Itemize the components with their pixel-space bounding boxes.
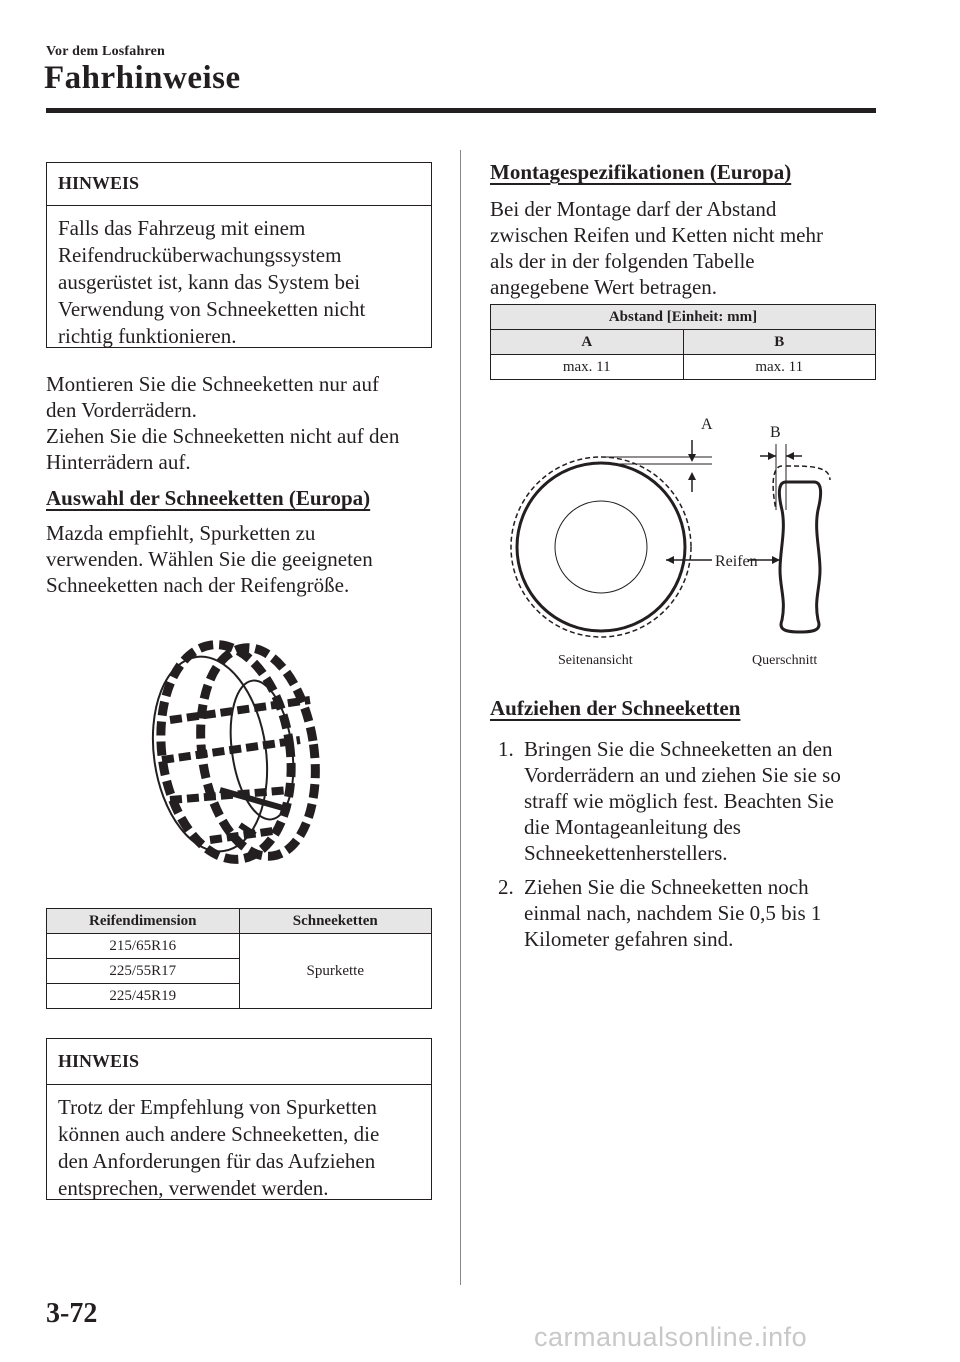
note-title: HINWEIS	[47, 1039, 431, 1085]
text-line: verwenden. Wählen Sie die geeigneten	[46, 547, 373, 571]
step-number: 1.	[498, 737, 514, 761]
note-body	[47, 206, 431, 350]
text-line: Schneekettenherstellers.	[524, 841, 728, 865]
column-divider	[460, 150, 461, 1285]
tire-side-view	[517, 463, 685, 631]
table-header-row	[47, 909, 432, 934]
step-text	[498, 736, 878, 866]
note-box-tpms	[46, 162, 432, 348]
table-cell: 215/65R16	[47, 934, 240, 959]
text-line: straff wie möglich fest. Beachten Sie	[524, 789, 834, 813]
install-heading: Aufziehen der Schneeketten	[490, 696, 741, 720]
note-body	[47, 1085, 431, 1202]
text-line: den Vorderrädern.	[46, 398, 197, 422]
table-cell-chain: Spurkette	[239, 934, 432, 1009]
label-cross-section: Querschnitt	[752, 653, 818, 668]
note-line: den Anforderungen für das Aufziehen	[58, 1149, 376, 1173]
intro-paragraph	[46, 371, 446, 475]
table-header-row	[491, 330, 876, 355]
text-line: als der in der folgenden Tabelle	[490, 249, 755, 273]
label-b: B	[770, 424, 781, 441]
wheel-rim	[555, 501, 647, 593]
arrow-b-left	[768, 452, 776, 460]
note-line: entsprechen, verwendet werden.	[58, 1176, 329, 1200]
table-cell: max. 11	[491, 355, 684, 380]
note-line: richtig funktionieren.	[58, 324, 237, 348]
note-line: können auch andere Schneeketten, die	[58, 1122, 380, 1146]
header-rule	[46, 108, 876, 113]
install-step-1	[498, 736, 878, 866]
table-row	[491, 355, 876, 380]
note-line: Reifendrucküberwachungssystem	[58, 243, 342, 267]
text-line: Kilometer gefahren sind.	[524, 927, 734, 951]
arrow-a-top	[688, 454, 696, 462]
text-line: Ziehen Sie die Schneeketten noch	[524, 875, 809, 899]
note-title: HINWEIS	[47, 163, 431, 206]
note-line: Trotz der Empfehlung von Spurketten	[58, 1095, 377, 1119]
note-line: Falls das Fahrzeug mit einem	[58, 216, 306, 240]
selection-heading: Auswahl der Schneeketten (Europa)	[46, 486, 371, 510]
table-header: Schneeketten	[239, 909, 432, 934]
chain-outline	[511, 457, 691, 637]
table-header: Reifendimension	[47, 909, 240, 934]
table-cell: 225/45R19	[47, 984, 240, 1009]
text-line: Schneeketten nach der Reifengröße.	[46, 573, 350, 597]
table-cell: max. 11	[683, 355, 876, 380]
note-box-chains	[46, 1038, 432, 1200]
table-cell: 225/55R17	[47, 959, 240, 984]
snow-chain-illustration	[140, 640, 340, 865]
text-line: Vorderrädern an und ziehen Sie sie so	[524, 763, 841, 787]
label-side-view: Seitenansicht	[558, 653, 633, 668]
step-text	[498, 874, 878, 952]
mounting-paragraph	[490, 196, 890, 300]
label-tire: Reifen	[715, 553, 758, 570]
mounting-heading: Montagespezifikationen (Europa)	[490, 160, 792, 184]
text-line: einmal nach, nachdem Sie 0,5 bis 1	[524, 901, 822, 925]
tire-size-table	[46, 908, 432, 1009]
note-line: Verwendung von Schneeketten nicht	[58, 297, 366, 321]
text-line: Ziehen Sie die Schneeketten nicht auf den	[46, 424, 400, 448]
section-title: Vor dem Losfahren	[46, 44, 166, 59]
table-title: Abstand [Einheit: mm]	[491, 305, 876, 330]
text-line: die Montageanleitung des	[524, 815, 741, 839]
text-line: Hinterrädern auf.	[46, 450, 191, 474]
table-title-row	[491, 305, 876, 330]
arrow-b-right	[786, 452, 794, 460]
table-header: B	[683, 330, 876, 355]
arrow-a-bottom	[688, 472, 696, 480]
selection-paragraph	[46, 520, 446, 598]
clearance-diagram	[490, 400, 876, 690]
text-line: Montieren Sie die Schneeketten nur auf	[46, 372, 379, 396]
page-number: 3-72	[46, 1298, 98, 1329]
install-step-2	[498, 874, 878, 952]
text-line: Bringen Sie die Schneeketten an den	[524, 737, 833, 761]
chapter-title: Fahrhinweise	[44, 60, 241, 96]
text-line: angegebene Wert betragen.	[490, 275, 718, 299]
step-number: 2.	[498, 875, 514, 899]
text-line: zwischen Reifen und Ketten nicht mehr	[490, 223, 823, 247]
table-header: A	[491, 330, 684, 355]
table-row	[47, 934, 432, 959]
clearance-table	[490, 304, 876, 380]
arrow-tire-left	[666, 556, 674, 564]
note-line: ausgerüstet ist, kann das System bei	[58, 270, 361, 294]
watermark: carmanualsonline.info	[534, 1322, 808, 1352]
text-line: Bei der Montage darf der Abstand	[490, 197, 777, 221]
label-a: A	[701, 416, 713, 433]
text-line: Mazda empfiehlt, Spurketten zu	[46, 521, 316, 545]
